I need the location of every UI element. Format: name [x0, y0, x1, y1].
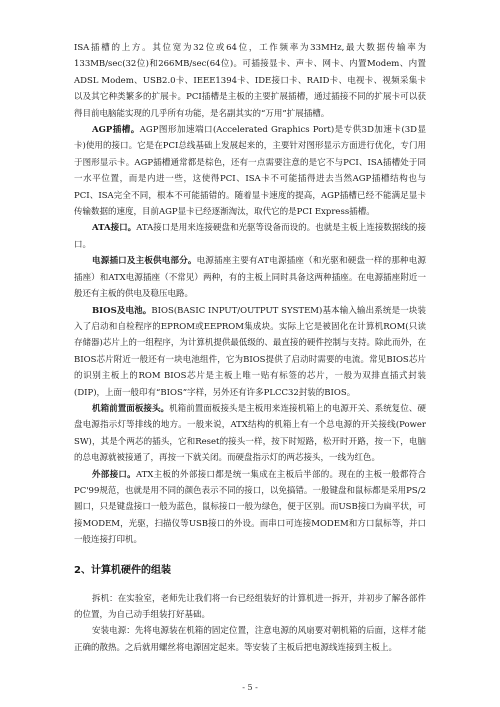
- paragraph-power: [74, 253, 426, 302]
- paragraph-bios: [74, 303, 426, 401]
- paragraph-ata: [74, 220, 426, 253]
- power-body: 电源插座主要有AT电源插座（和光驱和硬盘一样的那种电源插座）和ATX电源插座（不常见）两种，有的主板上同时具备这两种插座。在电源插座附近一般还有主板的供电及稳压电路。: [74, 256, 426, 300]
- document-body: [74, 40, 426, 656]
- external-ports-title: 外部接口。: [92, 469, 136, 480]
- agp-body: AGP图形加速端口(Accelerated Graphics Port)是专供3D加速卡(3D显卡)使用的接口。它是在PCI总线基础上发展起来的，主要针对图形显示方面进行优化，专门用于图形显示卡。AGP插槽通常都是棕色，还有一点需要注意的是它不与PCI、ISA插槽处于同一水平位置，而是内进一些，这使得PCI、ISA卡不可能插得进去当然AGP插槽结构也与PCI、ISA完全不同，根本不可能插错的。随着显卡速度的提高，AGP插槽已经不能满足显卡传输数据的速度，目前AGP显卡已经逐渐淘汰，取代它的是PCI Express插槽。: [74, 125, 426, 218]
- page-number: - 5 -: [242, 683, 258, 692]
- paragraph-front-panel: [74, 401, 426, 467]
- bios-body: BIOS(BASIC INPUT/OUTPUT SYSTEM)基本输入输出系统是一块装入了启动和自检程序的EPROM或EEPROM集成块。实际上它是被固化在计算机ROM(只读存储器)芯片上的一组程序，为计算机提供最低级的、最直接的硬件控制与支持。除此而外，在BIOS芯片附近一般还有一块电池组件，它为BIOS提供了启动时需要的电流。常见BIOS芯片的识别主板上的ROM BIOS芯片是主板上唯一贴有标签的芯片，一般为双排直插式封装(DIP)，上面一般印有“BIOS”字样，另外还有许多PLCC32封装的BIOS。: [74, 305, 426, 398]
- bios-title: BIOS及电池。: [92, 305, 152, 316]
- paragraph-agp: [74, 122, 426, 220]
- front-panel-body: 机箱前置面板接头是主板用来连接机箱上的电源开关、系统复位、硬盘电源指示灯等排线的地方。一般来说，ATX结构的机箱上有一个总电源的开关接线(Power SW)，其是个两芯的插头，它和Reset的接头一样，按下时短路，松开时开路，按一下，电脑的总电源就被接通了，再按一下就关闭。而硬盘指示灯的两芯接头，一线为红色。: [74, 403, 426, 464]
- ata-body: ATA接口是用来连接硬盘和光驱等设备而设的。也就是主板上连接数据线的接口。: [74, 223, 426, 250]
- front-panel-title: 机箱前置面板接头。: [92, 403, 170, 414]
- ata-title: ATA接口。: [92, 223, 137, 234]
- paragraph-isa-continued: ISA插槽的上方。其位宽为32位或64位，工作频率为33MHz,最大数据传输率为133MB/sec(32位)和266MB/sec(64位)。可插接显卡、声卡、网卡、内置Modem、内置ADSL Modem、USB2.0卡、IEEE1394卡、IDE接口卡、RAID卡、电视卡、视频采集卡以及其它种类繁多的扩展卡。PCI插槽是主板的主要扩展插槽，通过插接不同的扩展卡可以获得目前电脑能实现的几乎所有功能，是名副其实的“万用”扩展插槽。: [74, 43, 426, 119]
- agp-title: AGP插槽。: [92, 125, 140, 136]
- paragraph-disassemble: 拆机：在实验室，老师先让我们将一台已经组装好的计算机进一拆开，并初步了解各部件的位置，为自己动手组装打好基础。: [74, 593, 426, 620]
- paragraph-external-ports: [74, 467, 426, 549]
- section-heading: 2、计算机硬件的组装: [74, 564, 171, 576]
- paragraph-install-power: 安装电源：先将电源装在机箱的固定位置，注意电源的风扇要对朝机箱的后面，这样才能正确的散热。之后就用螺丝将电源固定起来。等安装了主板后把电源线连接到主板上。: [74, 626, 426, 653]
- power-title: 电源插口及主板供电部分。: [92, 256, 197, 267]
- external-ports-body: ATX主板的外部接口都是统一集成在主板后半部的。现在的主板一般都符合PC'99规范，也就是用不同的颜色表示不同的接口，以免搞错。一般键盘和鼠标都是采用PS/2圆口，只是键盘接口一般为蓝色，鼠标接口一般为绿色，便于区别。而USB接口为扁平状，可接MODEM，光驱，扫描仪等USB接口的外设。而串口可连接MODEM和方口鼠标等，并口一般连接打印机。: [74, 469, 426, 546]
